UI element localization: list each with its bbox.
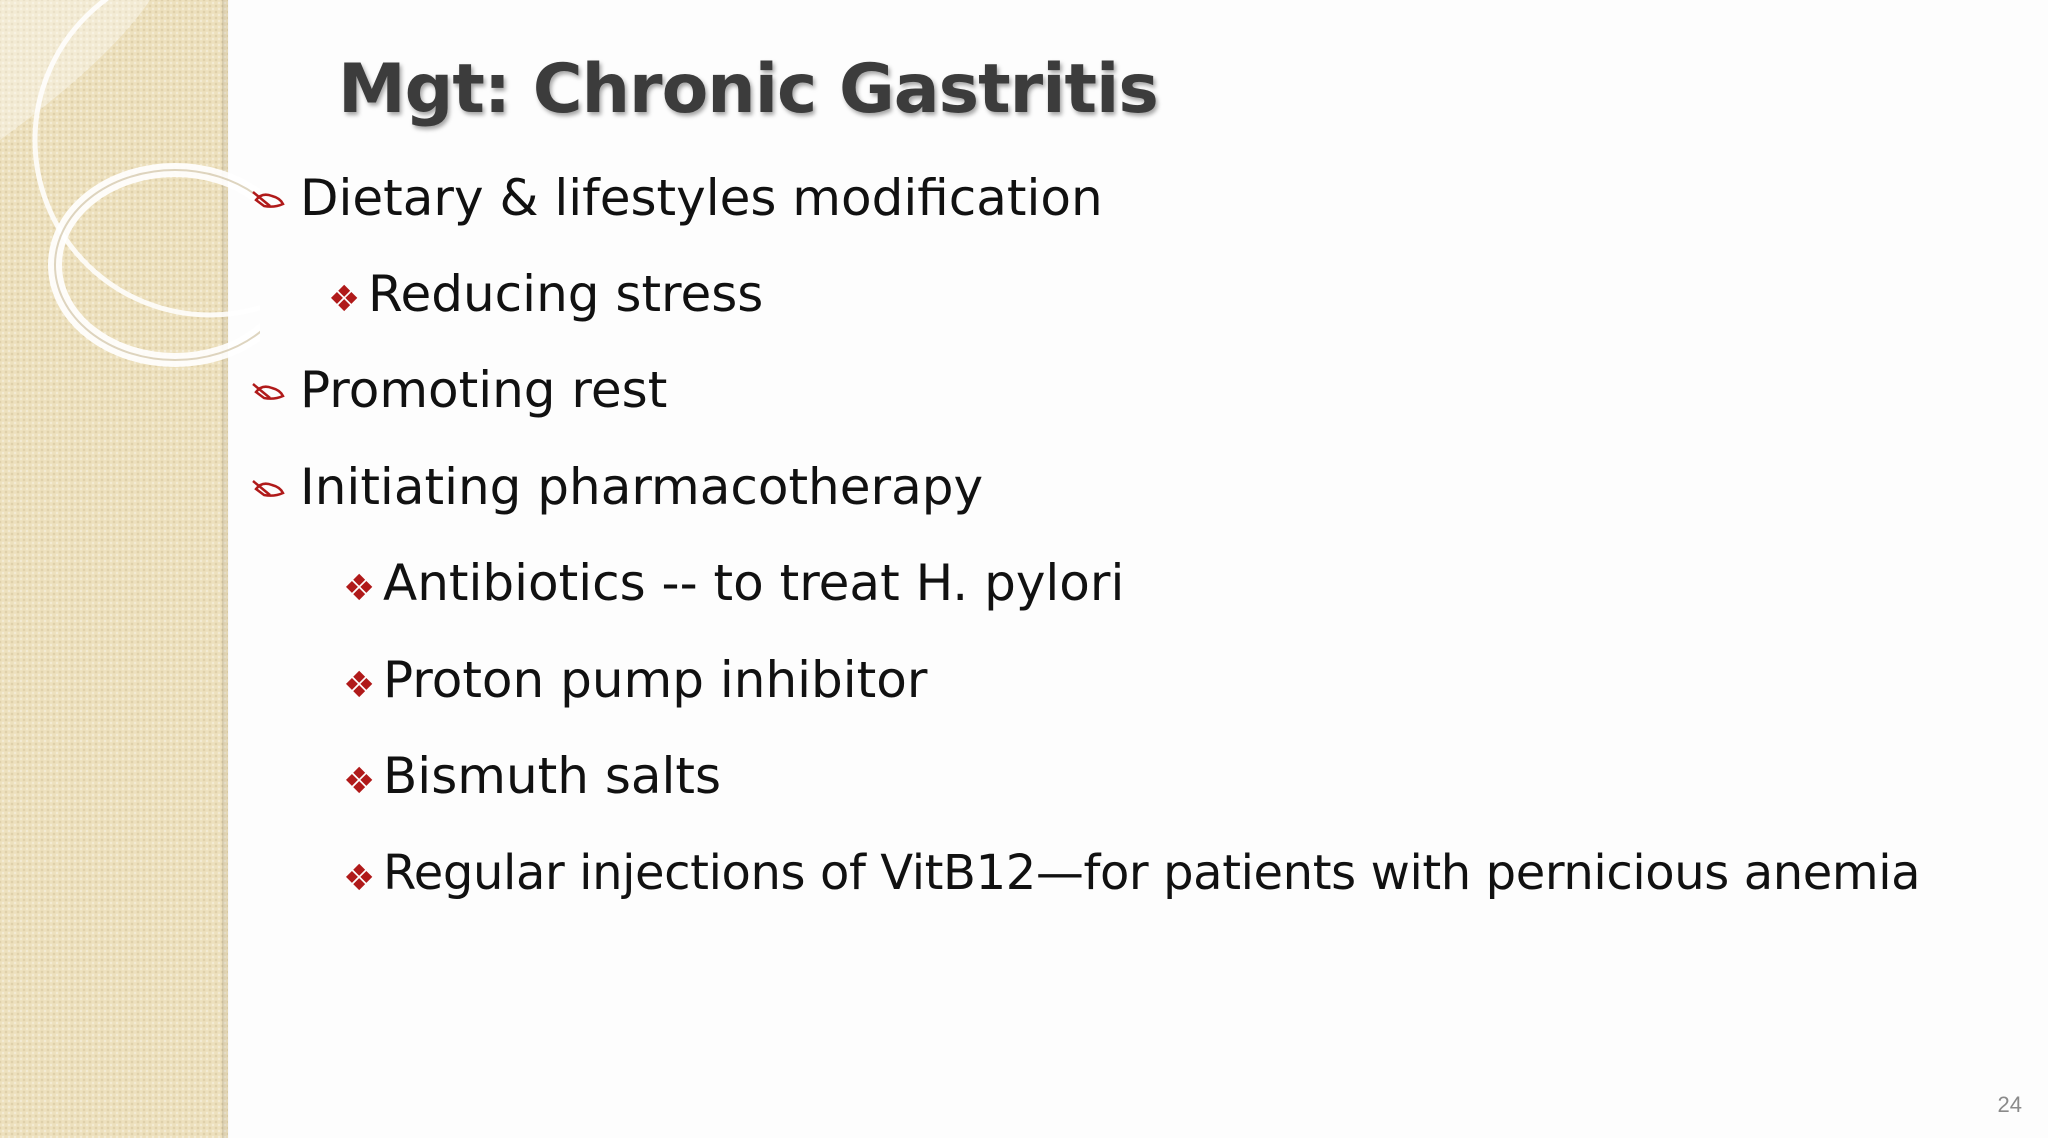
four-diamond-icon: ❖ — [343, 665, 376, 706]
writing-hand-icon — [250, 475, 286, 499]
corner-highlight — [0, 0, 150, 140]
bullet-text: Bismuth salts — [383, 747, 722, 805]
four-diamond-icon: ❖ — [343, 761, 376, 802]
bullet-item-bismuth — [343, 746, 722, 806]
bullet-text: Promoting rest — [300, 361, 668, 419]
decorative-rings — [0, 0, 260, 400]
page-number: 24 — [1997, 1092, 2022, 1117]
bullet-text: Initiating pharmacotherapy — [300, 458, 984, 516]
writing-hand-icon — [250, 378, 286, 402]
writing-hand-icon — [250, 186, 286, 210]
bullet-item-vitb12 — [343, 843, 1921, 903]
bullet-text: Proton pump inhibitor — [383, 651, 928, 709]
bullet-text: Reducing stress — [368, 265, 764, 323]
four-diamond-icon: ❖ — [343, 858, 375, 899]
bullet-item-proton-pump — [343, 650, 928, 710]
bullet-item-antibiotics — [343, 553, 1125, 613]
bullet-text: Regular injections of VitB12—for patients with pernicious anemia — [383, 845, 1921, 901]
bullet-item-promoting-rest — [300, 360, 667, 420]
bullet-text: Dietary & lifestyles modification — [300, 169, 1103, 227]
four-diamond-icon: ❖ — [343, 568, 376, 609]
bullet-item-reducing-stress — [328, 264, 764, 324]
bullet-item-pharmacotherapy — [300, 457, 983, 517]
bullet-text: Antibiotics -- to treat H. pylori — [383, 554, 1125, 612]
bullet-item-dietary — [300, 168, 1103, 228]
four-diamond-icon: ❖ — [328, 279, 361, 320]
slide-title: Mgt: Chronic Gastritis — [338, 50, 1158, 129]
